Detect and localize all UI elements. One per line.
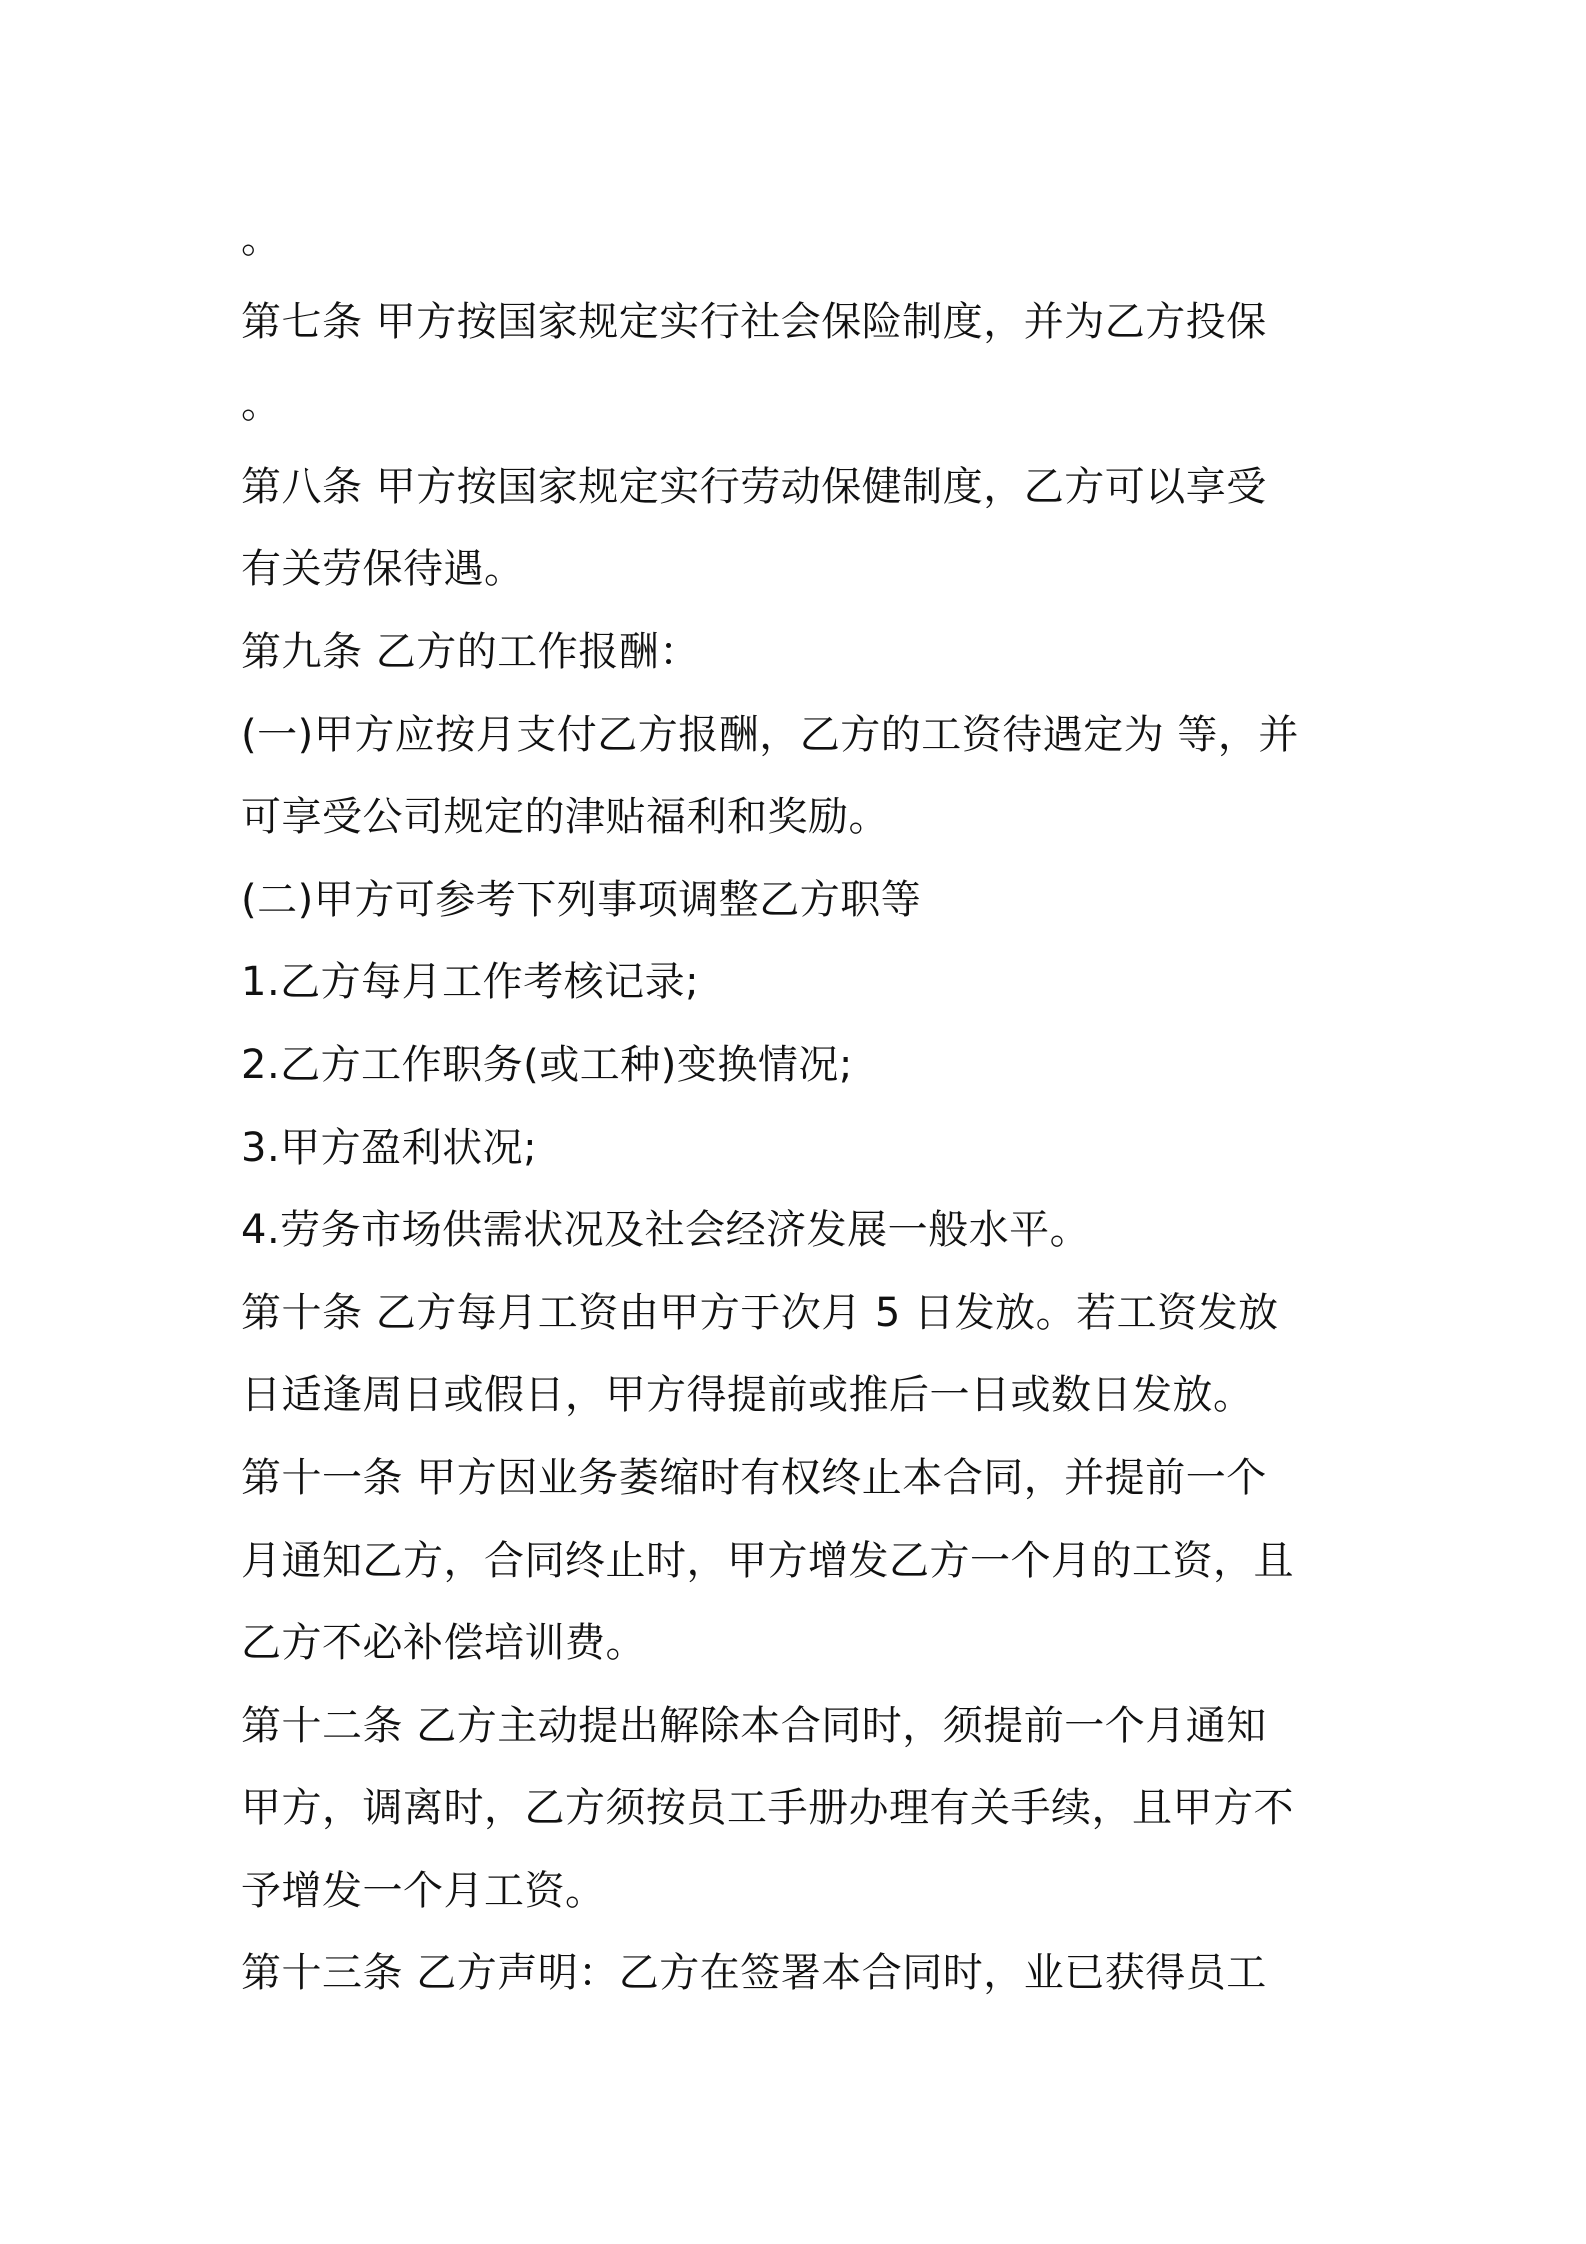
text-line: 月通知乙方，合同终止时，甲方增发乙方一个月的工资，且 (241, 1537, 1294, 1584)
text-line: (二)甲方可参考下列事项调整乙方职等 (241, 876, 922, 923)
text-line: 3.甲方盈利状况; (241, 1124, 538, 1171)
text-line: 第十条 乙方每月工资由甲方于次月 5 日发放。若工资发放 (241, 1289, 1279, 1336)
text-line: 。 (241, 381, 282, 428)
text-line: 日适逢周日或假日，甲方得提前或推后一日或数日发放。 (241, 1372, 1254, 1419)
text-line: 第七条 甲方按国家规定实行社会保险制度，并为乙方投保 (241, 298, 1267, 345)
text-line: 。 (241, 216, 282, 262)
text-line: 予增发一个月工资。 (241, 1867, 606, 1914)
text-line: 1.乙方每月工作考核记录; (241, 959, 700, 1006)
text-line: 2.乙方工作职务(或工种)变换情况; (241, 1041, 853, 1088)
text-line: (一)甲方应按月支付乙方报酬，乙方的工资待遇定为 等，并 (241, 711, 1299, 758)
text-line: 第十三条 乙方声明：乙方在签署本合同时，业已获得员工 (241, 1950, 1267, 1997)
contract-text (241, 198, 1361, 2015)
text-line: 乙方不必补偿培训费。 (241, 1620, 646, 1667)
text-line: 第十二条 乙方主动提出解除本合同时，须提前一个月通知 (241, 1702, 1267, 1749)
text-line: 第八条 甲方按国家规定实行劳动保健制度，乙方可以享受 (241, 463, 1267, 510)
text-line: 第九条 乙方的工作报酬： (241, 628, 700, 675)
text-line: 4.劳务市场供需状况及社会经济发展一般水平。 (241, 1207, 1091, 1254)
text-line: 可享受公司规定的津贴福利和奖励。 (241, 794, 889, 841)
text-line: 甲方，调离时，乙方须按员工手册办理有关手续，且甲方不 (241, 1785, 1294, 1832)
text-line: 第十一条 甲方因业务萎缩时有权终止本合同，并提前一个 (241, 1454, 1267, 1501)
text-line: 有关劳保待遇。 (241, 546, 525, 593)
